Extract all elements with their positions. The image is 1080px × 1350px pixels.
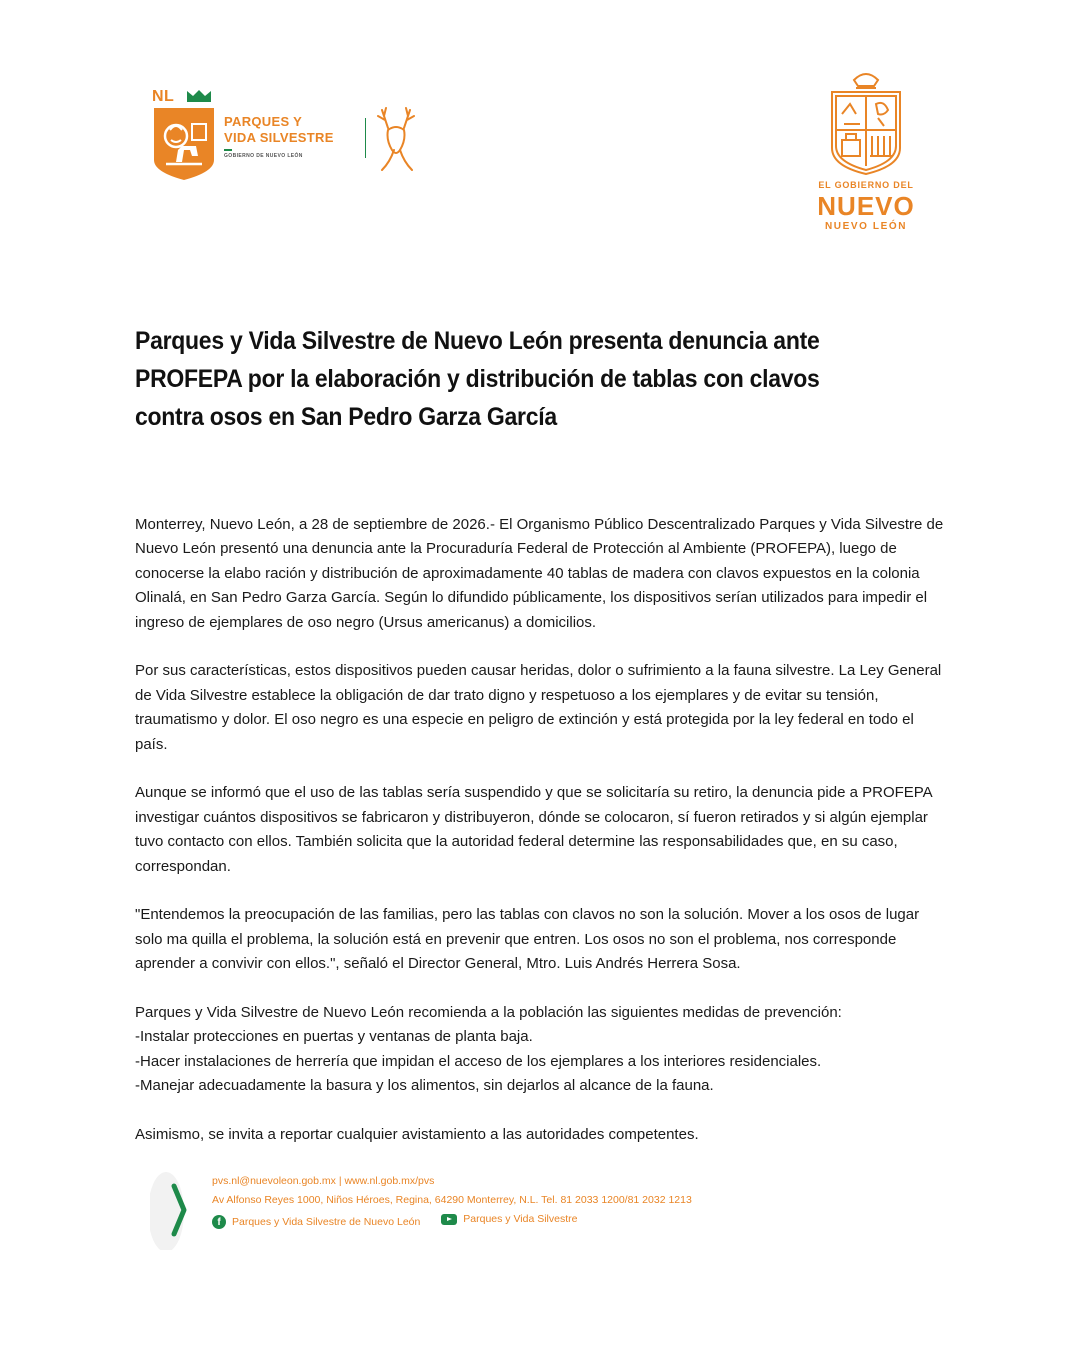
chevron-right-icon xyxy=(150,1170,194,1250)
logo-line-2: VIDA SILVESTRE xyxy=(224,130,334,145)
recommendation-item: -Instalar protecciones en puertas y ventanas de planta baja. xyxy=(135,1028,533,1046)
logo-line-1: PARQUES Y xyxy=(224,114,303,129)
paragraph-4-quote: "Entendemos la preocupación de las familias, pero las tablas con clavos no son la solución. Mover a los osos de lugar solo ma quilla el problema, la solución está en prevenir que entren. Los osos no son el problema, nos corresponde aprender a convivir con ellos.", señaló el Director General, Mtro. Luis Andrés Herrera Sosa. xyxy=(135,906,920,973)
footer-contact-block xyxy=(212,1172,692,1232)
footer-contact[interactable]: pvs.nl@nuevoleon.gob.mx | www.nl.gob.mx/pvs xyxy=(212,1175,435,1187)
press-release-body xyxy=(135,513,947,1172)
footer-social xyxy=(212,1210,692,1232)
recommendations-intro: Parques y Vida Silvestre de Nuevo León recomienda a la población las siguientes medidas de prevención: xyxy=(135,1004,842,1022)
paragraph-1: Monterrey, Nuevo León, a 28 de septiembre de 2026.- El Organismo Público Descentralizado Parques y Vida Silvestre de Nuevo León presentó una denuncia ante la Procuraduría Federal de Protección al Ambiente (PROFEPA), luego de conocerse la elabo ración y distribución de aproximadamente 40 tablas de madera con clavos expuestos en la colonia Olinalá, en San Pedro Garza García. Según lo difundido públicamente, los dispositivos serían utilizados para impedir el ingreso de ejemplares de oso negro (Ursus americanus) a domicilios. xyxy=(135,516,944,631)
gob-logo-line-3: NUEVO LEÓN xyxy=(824,221,908,232)
recommendations-list xyxy=(135,1001,947,1099)
logo-divider xyxy=(365,118,366,158)
logo-nl-text: NL xyxy=(152,88,175,105)
deer-icon xyxy=(374,106,418,172)
facebook-label: Parques y Vida Silvestre de Nuevo León xyxy=(232,1215,421,1228)
gob-logo-line-2: NUEVO xyxy=(817,191,915,221)
facebook-link[interactable] xyxy=(212,1213,420,1232)
press-release-title: Parques y Vida Silvestre de Nuevo León presenta denuncia ante PROFEPA por la elaboración y distribución de tablas con clavos contra osos en San Pedro Garza García xyxy=(135,327,820,431)
gob-logo-line-1: EL GOBIERNO DEL xyxy=(818,180,914,190)
crown-icon xyxy=(186,89,212,103)
footer xyxy=(150,1160,950,1260)
logo-accent-dash xyxy=(224,149,232,151)
facebook-icon: f xyxy=(212,1215,226,1229)
logo-gov-text: GOBIERNO DE NUEVO LEÓN xyxy=(224,153,303,159)
letterhead xyxy=(0,0,1080,260)
youtube-icon xyxy=(441,1214,457,1225)
closing-paragraph: Asimismo, se invita a reportar cualquier avistamiento a las autoridades competentes. xyxy=(135,1126,699,1144)
logo-wordmark xyxy=(224,114,334,159)
recommendation-item: -Manejar adecuadamente la basura y los alimentos, sin dejarlos al alcance de la fauna. xyxy=(135,1077,714,1095)
parques-vida-silvestre-logo xyxy=(152,88,422,188)
shield-lion-icon xyxy=(152,106,216,182)
recommendation-item: -Hacer instalaciones de herrería que impidan el acceso de los ejemplares a los interiores residenciales. xyxy=(135,1052,822,1070)
youtube-link[interactable] xyxy=(441,1210,577,1229)
paragraph-3: Aunque se informó que el uso de las tablas sería suspendido y que se solicitaría su retiro, la denuncia pide a PROFEPA investigar cuántos dispositivos se fabricaron y distribuyeron, dónde se colocaron, sí fueron retirados y si algún ejemplar tuvo contacto con ellos. También solicita que la autoridad federal determine las responsabilidades que, en su caso, correspondan. xyxy=(135,784,932,875)
gobierno-nuevo-leon-logo xyxy=(800,70,940,240)
coat-of-arms-icon xyxy=(826,70,906,175)
paragraph-2: Por sus características, estos dispositivos pueden causar heridas, dolor o sufrimiento a la fauna silvestre. La Ley General de Vida Silvestre establece la obligación de dar trato digno y respetuoso a los ejemplares y de evitar su tensión, traumatismo y dolor. El oso negro es una especie en peligro de extinción y está protegida por la ley federal en todo el país. xyxy=(135,662,942,753)
footer-address: Av Alfonso Reyes 1000, Niños Héroes, Regina, 64290 Monterrey, N.L. Tel. 81 2033 1200/81 2032 1213 xyxy=(212,1194,692,1206)
youtube-label: Parques y Vida Silvestre xyxy=(463,1213,578,1225)
